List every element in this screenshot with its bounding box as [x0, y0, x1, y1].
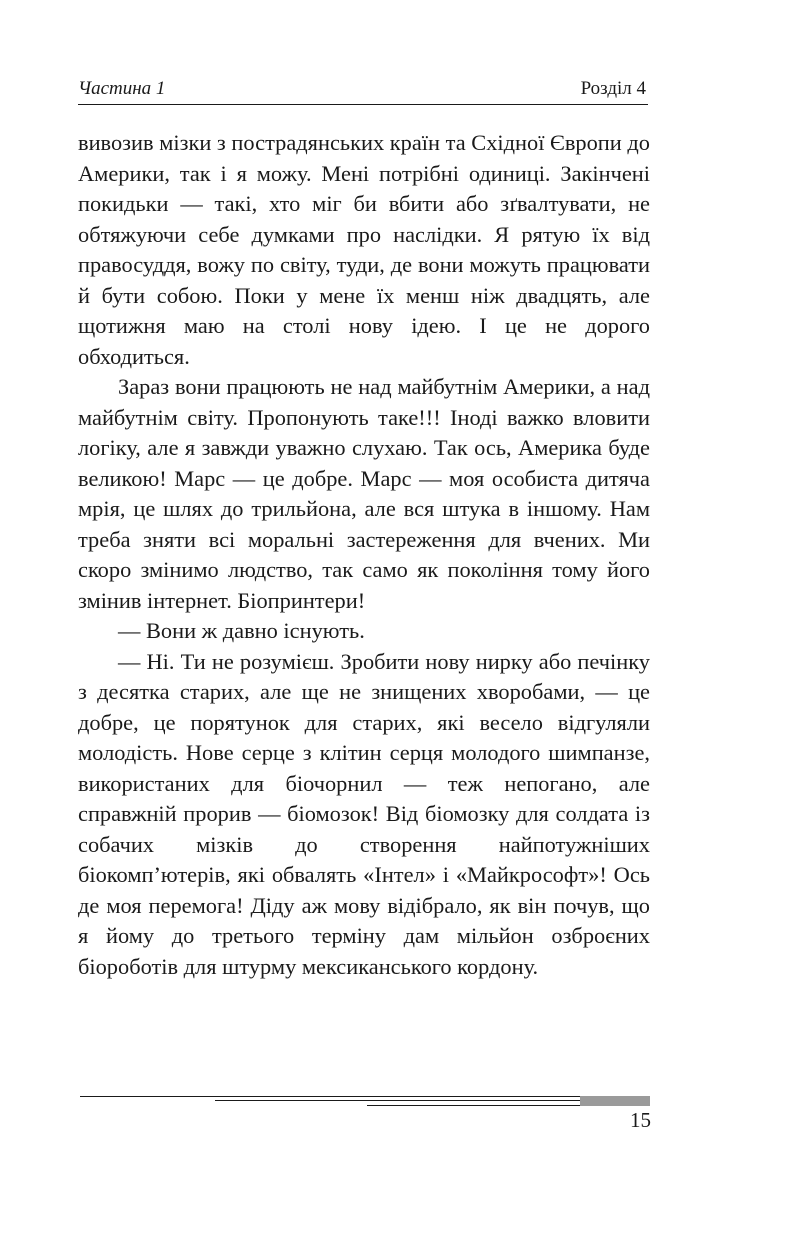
header-chapter: Розділ 4: [580, 78, 646, 99]
paragraph-4: — Ні. Ти не розумієш. Зробити нову нирку або печінку з десятка старих, але ще не знищених хворобами, — це добре, це порятунок для старих, які весело відгуляли молодість. Нове серце з клітин серця молодого шимпанзе, використаних для біочорнил — теж непогано, але справжній прорив — біомозок! Від біомозку для солдата із собачих мізків до створення найпотужніших біокомп’ютерів, які обвалять «Інтел» і «Майкрософт»! Ось де моя перемога! Діду аж мову відібрало, як він почув, що я йому до третього терміну дам мільйон озброєних бiороботів для штурму мексиканського кордону.: [78, 648, 650, 979]
paragraph-2: Зараз вони працюють не над майбутнім Америки, а над майбутнім світу. Пропонують таке!!! Іноді важко вловити логіку, але я завжди уважно слухаю. Так ось, Америка буде великою! Марс — це добре. Марс — моя особиста дитяча мрія, це шлях до трильйона, але вся штука в іншому. Нам треба зняти всі моральні застереження для вчених. Ми скоро змінимо людство, так само як покоління тому його змінив інтернет. Біопринтери!: [78, 374, 650, 613]
page-number: 15: [630, 1108, 651, 1132]
footer-grey-bar: [580, 1096, 650, 1106]
running-header: [78, 78, 648, 100]
header-part: Частина 1: [78, 78, 166, 99]
paragraph-3: — Вони ж давно існують.: [118, 618, 365, 643]
header-rule: [78, 104, 648, 105]
footer-rule-1: [80, 1096, 650, 1097]
body-text: [78, 128, 650, 982]
paragraph-1: вивозив мізки з пострадянських країн та Східної Європи до Америки, так і я можу. Мені потрібні одиниці. Закінчені покидьки — такі, хто міг би вбити або зґвалтувати, не обтяжуючи себе думками про наслідки. Я рятую їх від правосуддя, вожу по світу, туди, де вони можуть працювати й бути собою. Поки у мене їх менш ніж двадцять, але щотижня маю на столі нову ідею. І це не дорого обходиться.: [78, 130, 650, 369]
